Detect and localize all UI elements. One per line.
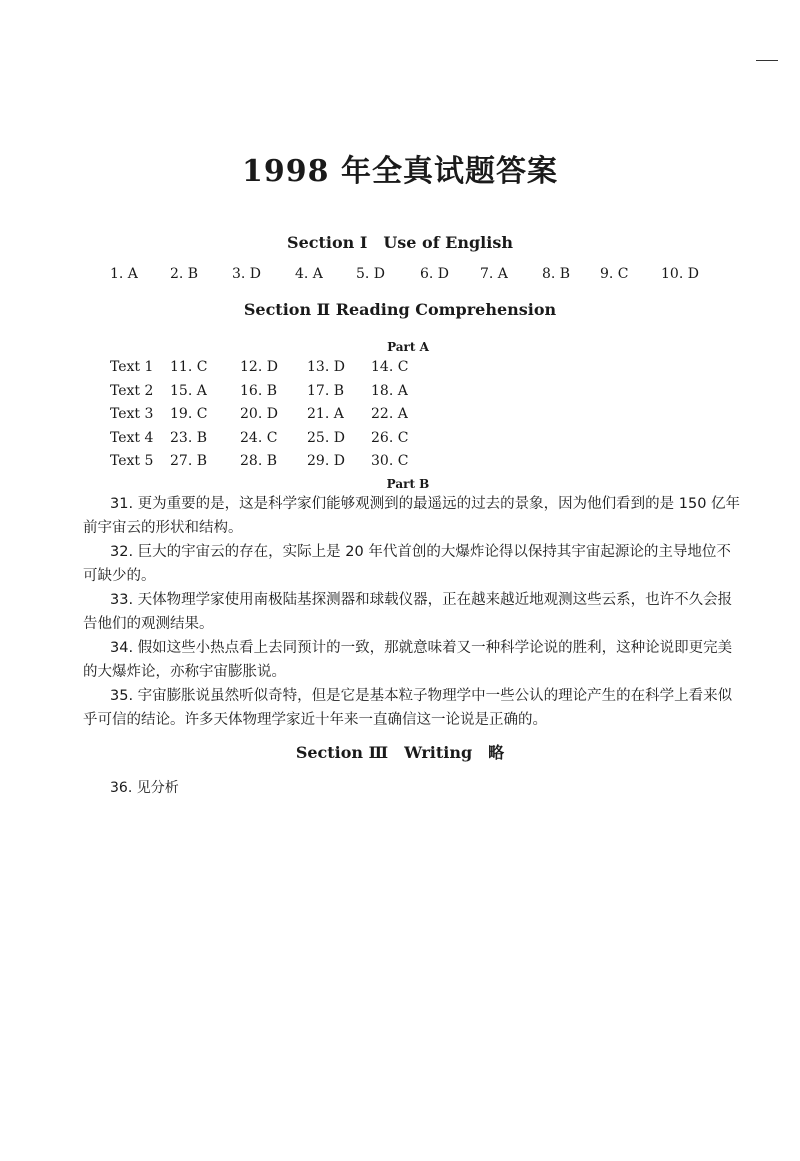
page-edge-mark [756,60,778,61]
answer-item: 28. B [240,453,278,469]
part-b-heading: Part B [386,477,430,491]
section-1-answers [110,266,720,286]
answer-item: 27. B [170,453,208,469]
answer-item: 30. C [371,453,409,469]
answer-item: 18. A [371,382,408,399]
answer-item: 1. A [110,266,138,282]
answer-item: 13. D [307,359,345,375]
answer-item: 5. D [356,266,386,282]
text-label: Text 5 [110,453,154,469]
text-label: Text 3 [110,406,154,422]
answer-item: 29. D [307,453,345,469]
answer-item: 23. B [170,429,208,446]
writing-answer: 36. 见分析 [110,780,179,796]
answer-item: 10. D [661,266,699,282]
section-2-heading: Section Ⅱ Reading Comprehension [243,300,557,319]
answer-item: 17. B [307,382,345,399]
translation-item: 31. 更为重要的是，这是科学家们能够观测到的最遥远的过去的景象，因为他们看到的是 150 亿年前宇宙云的形状和结构。 [83,496,741,536]
translation-item: 35. 宇宙膨胀说虽然听似奇特，但是它是基本粒子物理学中一些公认的理论产生的在科学上看来似乎可信的结论。许多天体物理学家近十年来一直确信这一论说是正确的。 [83,688,733,728]
answer-item: 11. C [170,359,208,375]
section-3-heading: Section Ⅲ Writing 略 [295,743,505,762]
answer-item: 6. D [420,266,450,282]
answer-item: 26. C [371,429,409,446]
answer-item: 15. A [170,382,207,399]
answer-item: 8. B [542,266,571,282]
answer-item: 20. D [240,406,278,422]
answer-item: 21. A [307,406,344,422]
section-1-heading: Section Ⅰ Use of English [287,233,513,252]
translation-item: 34. 假如这些小热点看上去同预计的一致，那就意味着又一种科学论说的胜利，这种论说即更完美的大爆炸论，亦称宇宙膨胀说。 [83,640,733,680]
part-a-heading: Part A [387,340,429,354]
answer-item: 4. A [295,266,323,282]
translation-item: 32. 巨大的宇宙云的存在，实际上是 20 年代首创的大爆炸论得以保持其宇宙起源论的主导地位不可缺少的。 [83,544,731,584]
text-label: Text 4 [110,429,154,446]
answer-item: 22. A [371,406,408,422]
page-title: 1998 年全真试题答案 [242,154,558,189]
answer-item: 3. D [232,266,262,282]
answer-item: 25. D [307,429,345,446]
translation-item: 33. 天体物理学家使用南极陆基探测器和球载仪器，正在越来越近地观测这些云系，也许不久会报告他们的观测结果。 [83,592,733,632]
answer-item: 24. C [240,429,278,446]
answer-item: 2. B [170,266,199,282]
text-label: Text 1 [110,359,154,375]
answer-item: 19. C [170,406,208,422]
answer-item: 12. D [240,359,278,375]
answer-item: 7. A [480,266,508,282]
part-b-translations [83,492,743,732]
answer-item: 16. B [240,382,278,399]
text-label: Text 2 [110,382,154,399]
answer-item: 14. C [371,359,409,375]
answer-item: 9. C [600,266,629,282]
